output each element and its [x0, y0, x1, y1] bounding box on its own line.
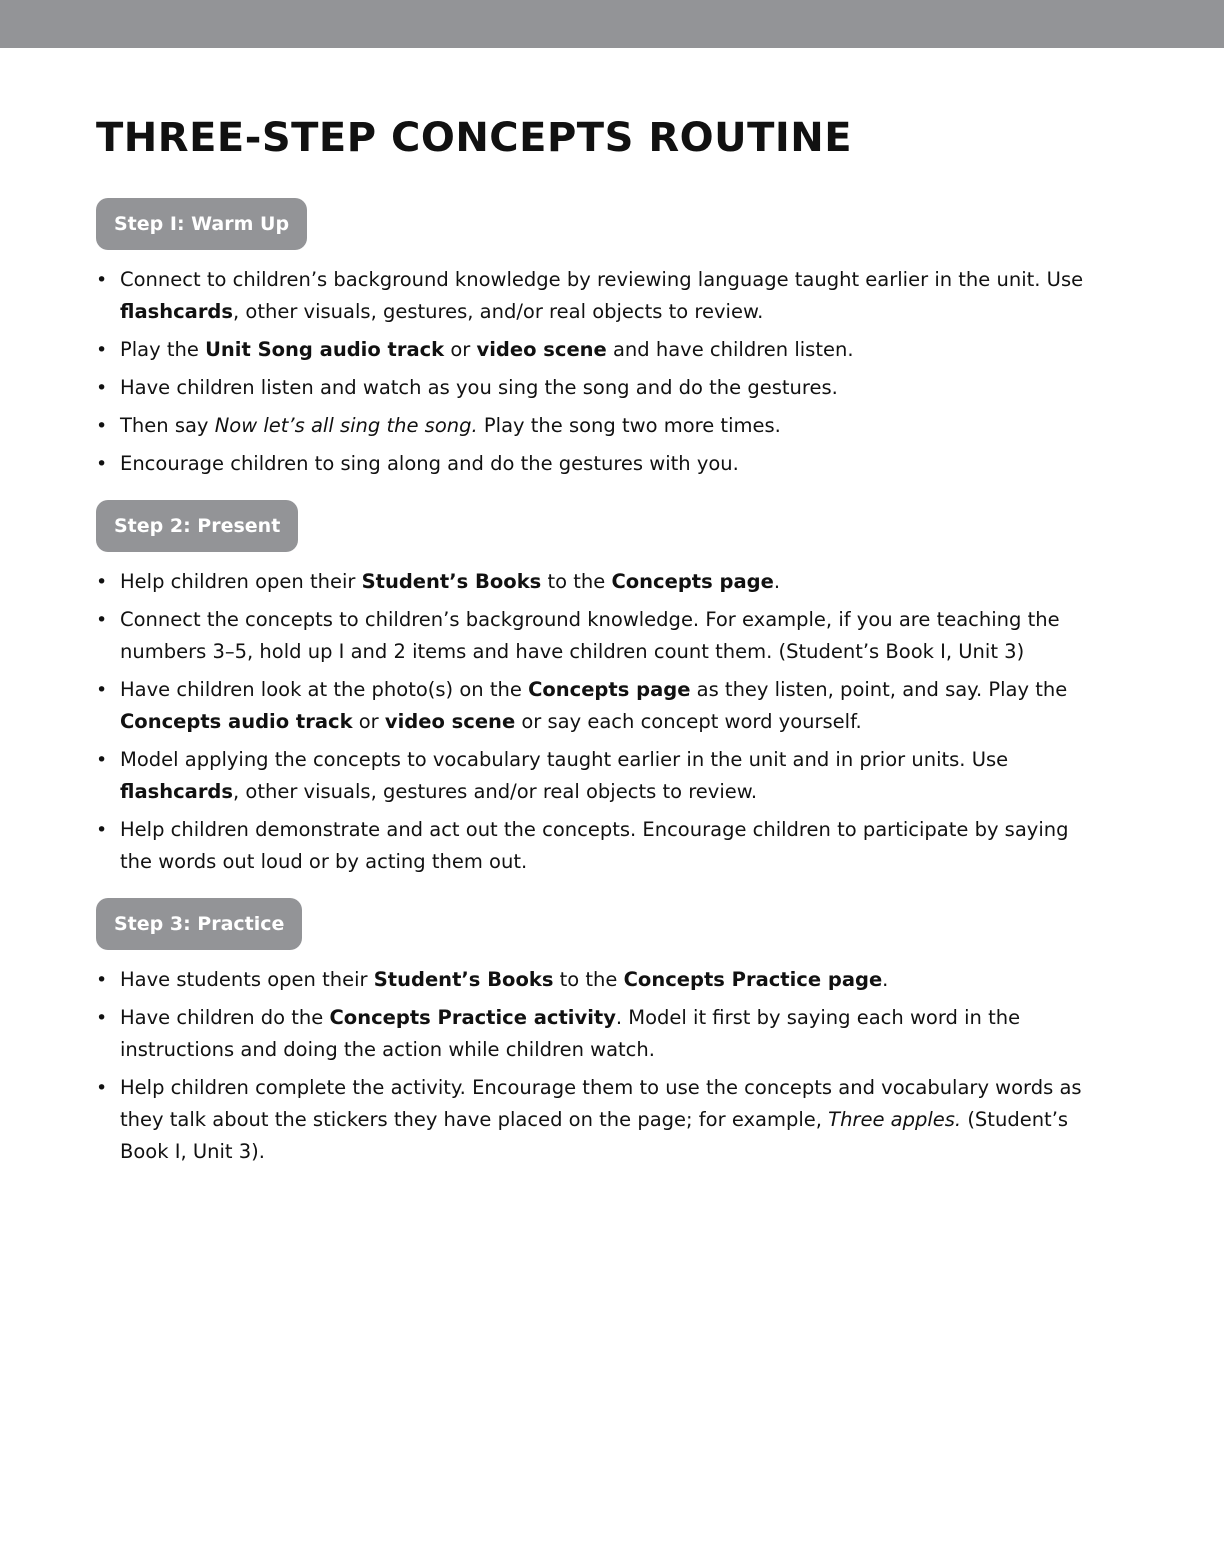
step-2-list: [96, 566, 1106, 878]
text-run: , other visuals, gestures, and/or real objects to review.: [233, 300, 764, 323]
text-run: Model applying the concepts to vocabulary taught earlier in the unit and in prior units. Use: [120, 748, 1009, 771]
text-run: Help children complete the activity. Encourage them to use the concepts and vocabulary words as they talk about the stickers they have placed on the page; for example,: [120, 1076, 1082, 1131]
text-run: Help children demonstrate and act out the concepts. Encourage children to participate by saying the words out loud or by acting them out.: [120, 818, 1069, 873]
bold-text: Concepts audio track: [120, 710, 353, 733]
bold-text: Student’s Books: [373, 968, 554, 991]
bold-text: Concepts page: [528, 678, 691, 701]
header-bar: [0, 0, 1224, 48]
text-run: Help children open their: [120, 570, 362, 593]
text-run: or: [352, 710, 385, 733]
bold-text: Concepts Practice activity: [329, 1006, 616, 1029]
step-2-section: [96, 500, 1106, 884]
bold-text: video scene: [476, 338, 607, 361]
text-run: .: [773, 570, 781, 593]
page-title: THREE-STEP CONCEPTS ROUTINE: [96, 115, 853, 161]
bold-text: flashcards: [120, 300, 234, 323]
text-run: as they listen, point, and say. Play the: [690, 678, 1068, 701]
italic-text: Three apples.: [828, 1108, 962, 1131]
text-run: (Student’s Book I, Unit 3).: [120, 1108, 1069, 1163]
text-run: Encourage children to sing along and do the gestures with you.: [120, 452, 739, 475]
list-item: [96, 744, 1106, 808]
text-run: Have children listen and watch as you sing the song and do the gestures.: [120, 376, 838, 399]
step-3-list: [96, 964, 1106, 1168]
text-run: and have children listen.: [606, 338, 854, 361]
list-item: [96, 964, 1106, 996]
list-item: [96, 372, 1106, 404]
list-item: [96, 604, 1106, 668]
text-run: Have students open their: [120, 968, 374, 991]
step-3-section: [96, 898, 1106, 1174]
list-item: [96, 448, 1106, 480]
list-item: [96, 264, 1106, 328]
step-1-badge: Step I: Warm Up: [96, 198, 307, 250]
step-1-section: [96, 198, 1106, 486]
list-item: [96, 334, 1106, 366]
bold-text: Unit Song audio track: [205, 338, 445, 361]
step-1-list: [96, 264, 1106, 480]
text-run: , other visuals, gestures and/or real objects to review.: [233, 780, 758, 803]
text-run: or say each concept word yourself.: [515, 710, 862, 733]
text-run: to the: [541, 570, 612, 593]
bold-text: flashcards: [120, 780, 234, 803]
list-item: [96, 1002, 1106, 1066]
step-3-badge: Step 3: Practice: [96, 898, 302, 950]
step-2-badge: Step 2: Present: [96, 500, 298, 552]
text-run: Then say: [120, 414, 215, 437]
text-run: Play the: [120, 338, 206, 361]
list-item: [96, 814, 1106, 878]
italic-text: Now let’s all sing the song.: [214, 414, 478, 437]
text-run: .: [882, 968, 889, 991]
bold-text: Concepts page: [611, 570, 774, 593]
list-item: [96, 674, 1106, 738]
list-item: [96, 1072, 1106, 1168]
text-run: Have children do the: [120, 1006, 330, 1029]
bold-text: video scene: [384, 710, 516, 733]
text-run: Connect the concepts to children’s background knowledge. For example, if you are teaching the numbers 3–5, hold up I and 2 items and have children count them. (Student’s Book I, Unit 3): [120, 608, 1060, 663]
text-run: . Model it first by saying each word in the instructions and doing the action while children watch.: [120, 1006, 1021, 1061]
list-item: [96, 566, 1106, 598]
text-run: Connect to children’s background knowledge by reviewing language taught earlier in the unit. Use: [120, 268, 1084, 291]
text-run: or: [444, 338, 477, 361]
text-run: to the: [553, 968, 624, 991]
list-item: [96, 410, 1106, 442]
text-run: Have children look at the photo(s) on the: [120, 678, 529, 701]
bold-text: Concepts Practice page: [623, 968, 883, 991]
text-run: Play the song two more times.: [477, 414, 781, 437]
bold-text: Student’s Books: [361, 570, 542, 593]
